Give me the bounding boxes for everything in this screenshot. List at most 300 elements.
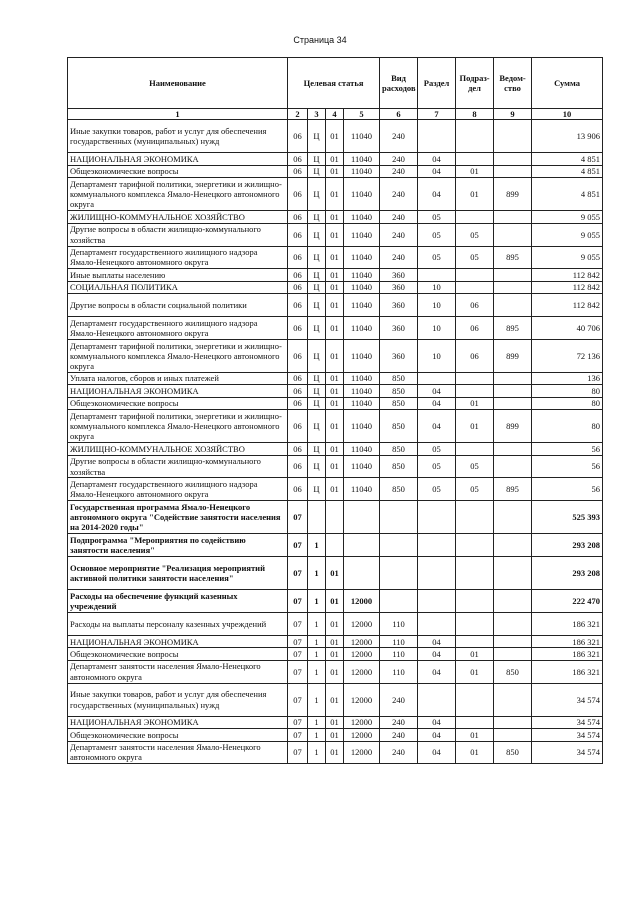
amount: 80 — [532, 385, 603, 397]
row-name: Департамент занятости населения Ямало-Ненецкого автономного округа — [68, 741, 288, 764]
subsection — [456, 153, 494, 165]
row-name: Общеэкономические вопросы — [68, 397, 288, 409]
target-code-3 — [326, 534, 344, 557]
row-name: Другие вопросы в области жилищно-коммунального хозяйства — [68, 455, 288, 478]
target-code-1: 07 — [288, 716, 308, 728]
table-row — [68, 246, 603, 269]
subsection: 01 — [456, 648, 494, 660]
expense-type — [380, 557, 418, 590]
target-code-1: 07 — [288, 660, 308, 683]
amount: 34 574 — [532, 729, 603, 741]
row-name: Другие вопросы в области жилищно-коммунального хозяйства — [68, 223, 288, 246]
target-code-2: Ц — [308, 316, 326, 339]
department-code — [494, 294, 532, 317]
department-code — [494, 269, 532, 281]
amount: 112 842 — [532, 281, 603, 293]
subsection — [456, 613, 494, 636]
department-code — [494, 120, 532, 153]
target-code-3: 01 — [326, 443, 344, 455]
department-code — [494, 443, 532, 455]
section: 05 — [418, 246, 456, 269]
col-number: 8 — [456, 109, 494, 120]
department-code: 899 — [494, 410, 532, 443]
expense-type: 360 — [380, 316, 418, 339]
department-code — [494, 613, 532, 636]
target-code-3: 01 — [326, 211, 344, 223]
subsection: 01 — [456, 410, 494, 443]
section: 04 — [418, 397, 456, 409]
row-name: Подпрограмма "Мероприятия по содействию занятости населения" — [68, 534, 288, 557]
target-code-3: 01 — [326, 385, 344, 397]
target-code-3: 01 — [326, 339, 344, 372]
target-code-1: 06 — [288, 281, 308, 293]
amount: 34 574 — [532, 716, 603, 728]
section: 10 — [418, 339, 456, 372]
expense-type: 240 — [380, 246, 418, 269]
budget-table — [67, 57, 603, 764]
department-code — [494, 385, 532, 397]
target-code-2: 1 — [308, 534, 326, 557]
section — [418, 372, 456, 384]
section: 04 — [418, 410, 456, 443]
header-target-article: Целевая статья — [288, 58, 380, 109]
target-code-2: 1 — [308, 729, 326, 741]
target-code-2: Ц — [308, 455, 326, 478]
section: 04 — [418, 648, 456, 660]
department-code: 895 — [494, 316, 532, 339]
table-row — [68, 385, 603, 397]
subsection: 05 — [456, 223, 494, 246]
target-code-4: 11040 — [344, 120, 380, 153]
row-name: ЖИЛИЩНО-КОММУНАЛЬНОЕ ХОЗЯЙСТВО — [68, 443, 288, 455]
row-name: НАЦИОНАЛЬНАЯ ЭКОНОМИКА — [68, 153, 288, 165]
expense-type: 240 — [380, 729, 418, 741]
target-code-4: 11040 — [344, 339, 380, 372]
section — [418, 590, 456, 613]
target-code-4: 11040 — [344, 385, 380, 397]
table-row — [68, 648, 603, 660]
target-code-1: 07 — [288, 683, 308, 716]
section: 05 — [418, 478, 456, 501]
department-code: 850 — [494, 660, 532, 683]
target-code-4: 11040 — [344, 410, 380, 443]
target-code-1: 06 — [288, 223, 308, 246]
target-code-3: 01 — [326, 246, 344, 269]
target-code-3: 01 — [326, 478, 344, 501]
expense-type — [380, 501, 418, 534]
target-code-2: Ц — [308, 410, 326, 443]
subsection — [456, 385, 494, 397]
expense-type: 110 — [380, 648, 418, 660]
table-row — [68, 716, 603, 728]
target-code-4: 12000 — [344, 716, 380, 728]
table-row — [68, 443, 603, 455]
expense-type: 850 — [380, 385, 418, 397]
target-code-3: 01 — [326, 269, 344, 281]
department-code — [494, 716, 532, 728]
table-row — [68, 269, 603, 281]
target-code-2: Ц — [308, 211, 326, 223]
target-code-2: 1 — [308, 613, 326, 636]
amount: 40 706 — [532, 316, 603, 339]
target-code-2: Ц — [308, 281, 326, 293]
target-code-2: Ц — [308, 339, 326, 372]
row-name: НАЦИОНАЛЬНАЯ ЭКОНОМИКА — [68, 716, 288, 728]
target-code-2: Ц — [308, 153, 326, 165]
section: 05 — [418, 211, 456, 223]
target-code-1: 07 — [288, 590, 308, 613]
target-code-3: 01 — [326, 455, 344, 478]
target-code-1: 06 — [288, 443, 308, 455]
target-code-3: 01 — [326, 648, 344, 660]
target-code-3: 01 — [326, 281, 344, 293]
subsection: 01 — [456, 741, 494, 764]
table-row — [68, 660, 603, 683]
amount: 112 842 — [532, 269, 603, 281]
expense-type: 240 — [380, 120, 418, 153]
table-row — [68, 478, 603, 501]
target-code-2: Ц — [308, 165, 326, 177]
col-number: 5 — [344, 109, 380, 120]
target-code-4: 12000 — [344, 729, 380, 741]
subsection: 01 — [456, 660, 494, 683]
target-code-1: 07 — [288, 557, 308, 590]
section: 04 — [418, 660, 456, 683]
table-row — [68, 729, 603, 741]
target-code-4: 11040 — [344, 178, 380, 211]
expense-type — [380, 534, 418, 557]
department-code — [494, 729, 532, 741]
row-name: Департамент государственного жилищного надзора Ямало-Ненецкого автономного округа — [68, 246, 288, 269]
subsection: 01 — [456, 165, 494, 177]
target-code-4: 12000 — [344, 613, 380, 636]
expense-type: 850 — [380, 443, 418, 455]
target-code-3: 01 — [326, 165, 344, 177]
row-name: Департамент занятости населения Ямало-Ненецкого автономного округа — [68, 660, 288, 683]
section: 04 — [418, 716, 456, 728]
target-code-1: 06 — [288, 316, 308, 339]
target-code-4: 11040 — [344, 153, 380, 165]
table-row — [68, 211, 603, 223]
row-name: НАЦИОНАЛЬНАЯ ЭКОНОМИКА — [68, 636, 288, 648]
target-code-4: 11040 — [344, 281, 380, 293]
target-code-1: 07 — [288, 741, 308, 764]
header-expense-type: Вид расходов — [380, 58, 418, 109]
target-code-2: 1 — [308, 741, 326, 764]
col-number: 2 — [288, 109, 308, 120]
amount: 56 — [532, 478, 603, 501]
target-code-4: 11040 — [344, 478, 380, 501]
section — [418, 120, 456, 153]
section: 04 — [418, 385, 456, 397]
amount: 222 470 — [532, 590, 603, 613]
section: 04 — [418, 741, 456, 764]
row-name: Уплата налогов, сборов и иных платежей — [68, 372, 288, 384]
target-code-2: 1 — [308, 636, 326, 648]
target-code-3: 01 — [326, 716, 344, 728]
amount: 34 574 — [532, 741, 603, 764]
section: 10 — [418, 281, 456, 293]
amount: 80 — [532, 410, 603, 443]
expense-type: 240 — [380, 211, 418, 223]
target-code-1: 07 — [288, 613, 308, 636]
target-code-3: 01 — [326, 294, 344, 317]
table-row — [68, 178, 603, 211]
subsection — [456, 501, 494, 534]
department-code — [494, 590, 532, 613]
target-code-3: 01 — [326, 590, 344, 613]
table-row — [68, 557, 603, 590]
target-code-1: 07 — [288, 534, 308, 557]
target-code-2: 1 — [308, 683, 326, 716]
row-name: Расходы на обеспечение функций казенных учреждений — [68, 590, 288, 613]
target-code-4 — [344, 501, 380, 534]
target-code-1: 06 — [288, 120, 308, 153]
target-code-2: Ц — [308, 397, 326, 409]
department-code: 895 — [494, 246, 532, 269]
expense-type: 360 — [380, 269, 418, 281]
col-number: 3 — [308, 109, 326, 120]
table-row — [68, 153, 603, 165]
table-row — [68, 534, 603, 557]
expense-type: 240 — [380, 741, 418, 764]
department-code: 850 — [494, 741, 532, 764]
amount: 9 055 — [532, 211, 603, 223]
subsection: 05 — [456, 455, 494, 478]
expense-type: 360 — [380, 281, 418, 293]
department-code — [494, 281, 532, 293]
department-code — [494, 372, 532, 384]
table-row — [68, 455, 603, 478]
amount: 293 208 — [532, 534, 603, 557]
amount: 34 574 — [532, 683, 603, 716]
table-row — [68, 165, 603, 177]
target-code-4: 11040 — [344, 246, 380, 269]
target-code-3: 01 — [326, 410, 344, 443]
expense-type: 110 — [380, 636, 418, 648]
target-code-1: 07 — [288, 729, 308, 741]
target-code-4: 11040 — [344, 316, 380, 339]
section — [418, 501, 456, 534]
target-code-3: 01 — [326, 120, 344, 153]
target-code-1: 06 — [288, 269, 308, 281]
target-code-1: 06 — [288, 410, 308, 443]
amount: 186 321 — [532, 660, 603, 683]
target-code-1: 06 — [288, 246, 308, 269]
department-code — [494, 501, 532, 534]
department-code — [494, 211, 532, 223]
amount: 56 — [532, 443, 603, 455]
target-code-1: 06 — [288, 478, 308, 501]
department-code: 899 — [494, 339, 532, 372]
section — [418, 557, 456, 590]
department-code — [494, 223, 532, 246]
expense-type: 850 — [380, 410, 418, 443]
row-name: Департамент тарифной политики, энергетики и жилищно-коммунального комплекса Ямало-Ненецкого автономного округа — [68, 410, 288, 443]
amount: 186 321 — [532, 636, 603, 648]
row-name: Расходы на выплаты персоналу казенных учреждений — [68, 613, 288, 636]
expense-type: 240 — [380, 683, 418, 716]
subsection — [456, 636, 494, 648]
target-code-3: 01 — [326, 397, 344, 409]
row-name: Другие вопросы в области социальной политики — [68, 294, 288, 317]
amount: 72 136 — [532, 339, 603, 372]
table-row — [68, 501, 603, 534]
target-code-1: 06 — [288, 339, 308, 372]
subsection — [456, 443, 494, 455]
target-code-3: 01 — [326, 636, 344, 648]
col-number: 7 — [418, 109, 456, 120]
col-number: 4 — [326, 109, 344, 120]
subsection: 01 — [456, 729, 494, 741]
subsection: 05 — [456, 478, 494, 501]
section: 04 — [418, 165, 456, 177]
target-code-2: Ц — [308, 443, 326, 455]
target-code-4: 12000 — [344, 590, 380, 613]
subsection: 06 — [456, 316, 494, 339]
target-code-4: 11040 — [344, 397, 380, 409]
expense-type: 360 — [380, 339, 418, 372]
subsection: 06 — [456, 294, 494, 317]
expense-type: 110 — [380, 613, 418, 636]
target-code-4: 11040 — [344, 223, 380, 246]
department-code: 899 — [494, 178, 532, 211]
header-name: Наименование — [68, 58, 288, 109]
expense-type: 240 — [380, 165, 418, 177]
target-code-3: 01 — [326, 683, 344, 716]
table-row — [68, 397, 603, 409]
expense-type: 240 — [380, 716, 418, 728]
target-code-1: 06 — [288, 455, 308, 478]
department-code — [494, 648, 532, 660]
amount: 112 842 — [532, 294, 603, 317]
amount: 80 — [532, 397, 603, 409]
table-row — [68, 410, 603, 443]
table-row — [68, 281, 603, 293]
table-row — [68, 590, 603, 613]
target-code-1: 06 — [288, 153, 308, 165]
expense-type — [380, 590, 418, 613]
header-subsection: Подраз-дел — [456, 58, 494, 109]
col-number: 10 — [532, 109, 603, 120]
amount: 136 — [532, 372, 603, 384]
section: 05 — [418, 223, 456, 246]
target-code-1: 06 — [288, 178, 308, 211]
row-name: Общеэкономические вопросы — [68, 729, 288, 741]
page-number: Страница 34 — [293, 35, 347, 45]
expense-type: 850 — [380, 397, 418, 409]
section: 05 — [418, 455, 456, 478]
subsection: 01 — [456, 397, 494, 409]
section: 04 — [418, 153, 456, 165]
header-section: Раздел — [418, 58, 456, 109]
row-name: Департамент государственного жилищного надзора Ямало-Ненецкого автономного округа — [68, 478, 288, 501]
amount: 9 055 — [532, 246, 603, 269]
row-name: Общеэкономические вопросы — [68, 648, 288, 660]
row-name: Департамент тарифной политики, энергетики и жилищно-коммунального комплекса Ямало-Ненецкого автономного округа — [68, 339, 288, 372]
row-name: Иные закупки товаров, работ и услуг для обеспечения государственных (муниципальных) нужд — [68, 683, 288, 716]
row-name: Иные выплаты населению — [68, 269, 288, 281]
target-code-3: 01 — [326, 223, 344, 246]
row-name: Государственная программа Ямало-Ненецкого автономного округа "Содействие занятости населения на 2014-2020 годы" — [68, 501, 288, 534]
table-header-row — [68, 58, 603, 109]
table-row — [68, 294, 603, 317]
target-code-2: Ц — [308, 294, 326, 317]
target-code-4: 11040 — [344, 372, 380, 384]
subsection — [456, 534, 494, 557]
department-code — [494, 557, 532, 590]
target-code-2: 1 — [308, 716, 326, 728]
table-row — [68, 223, 603, 246]
target-code-4: 12000 — [344, 660, 380, 683]
target-code-1: 06 — [288, 294, 308, 317]
table-row — [68, 316, 603, 339]
target-code-1: 06 — [288, 397, 308, 409]
table-row — [68, 120, 603, 153]
department-code — [494, 683, 532, 716]
row-name: НАЦИОНАЛЬНАЯ ЭКОНОМИКА — [68, 385, 288, 397]
subsection — [456, 269, 494, 281]
department-code — [494, 455, 532, 478]
target-code-1: 07 — [288, 501, 308, 534]
amount: 4 851 — [532, 153, 603, 165]
target-code-3: 01 — [326, 153, 344, 165]
target-code-3: 01 — [326, 729, 344, 741]
table-row — [68, 372, 603, 384]
target-code-2: Ц — [308, 223, 326, 246]
amount: 186 321 — [532, 648, 603, 660]
subsection — [456, 683, 494, 716]
subsection — [456, 211, 494, 223]
department-code: 895 — [494, 478, 532, 501]
amount: 186 321 — [532, 613, 603, 636]
col-number: 1 — [68, 109, 288, 120]
amount: 4 851 — [532, 165, 603, 177]
subsection — [456, 120, 494, 153]
target-code-3: 01 — [326, 741, 344, 764]
expense-type: 240 — [380, 153, 418, 165]
target-code-3: 01 — [326, 178, 344, 211]
amount: 56 — [532, 455, 603, 478]
section: 04 — [418, 178, 456, 211]
target-code-1: 07 — [288, 636, 308, 648]
header-amount: Сумма — [532, 58, 603, 109]
amount: 9 055 — [532, 223, 603, 246]
target-code-4: 12000 — [344, 741, 380, 764]
target-code-1: 06 — [288, 372, 308, 384]
department-code — [494, 153, 532, 165]
target-code-4 — [344, 534, 380, 557]
target-code-2: 1 — [308, 590, 326, 613]
table-row — [68, 683, 603, 716]
amount: 525 393 — [532, 501, 603, 534]
subsection — [456, 281, 494, 293]
target-code-2: Ц — [308, 385, 326, 397]
target-code-2: Ц — [308, 372, 326, 384]
expense-type: 110 — [380, 660, 418, 683]
target-code-2 — [308, 501, 326, 534]
department-code — [494, 397, 532, 409]
subsection — [456, 557, 494, 590]
target-code-3 — [326, 501, 344, 534]
subsection: 06 — [456, 339, 494, 372]
subsection: 01 — [456, 178, 494, 211]
target-code-4: 11040 — [344, 211, 380, 223]
table-row — [68, 339, 603, 372]
target-code-4: 11040 — [344, 443, 380, 455]
section — [418, 683, 456, 716]
target-code-1: 07 — [288, 648, 308, 660]
